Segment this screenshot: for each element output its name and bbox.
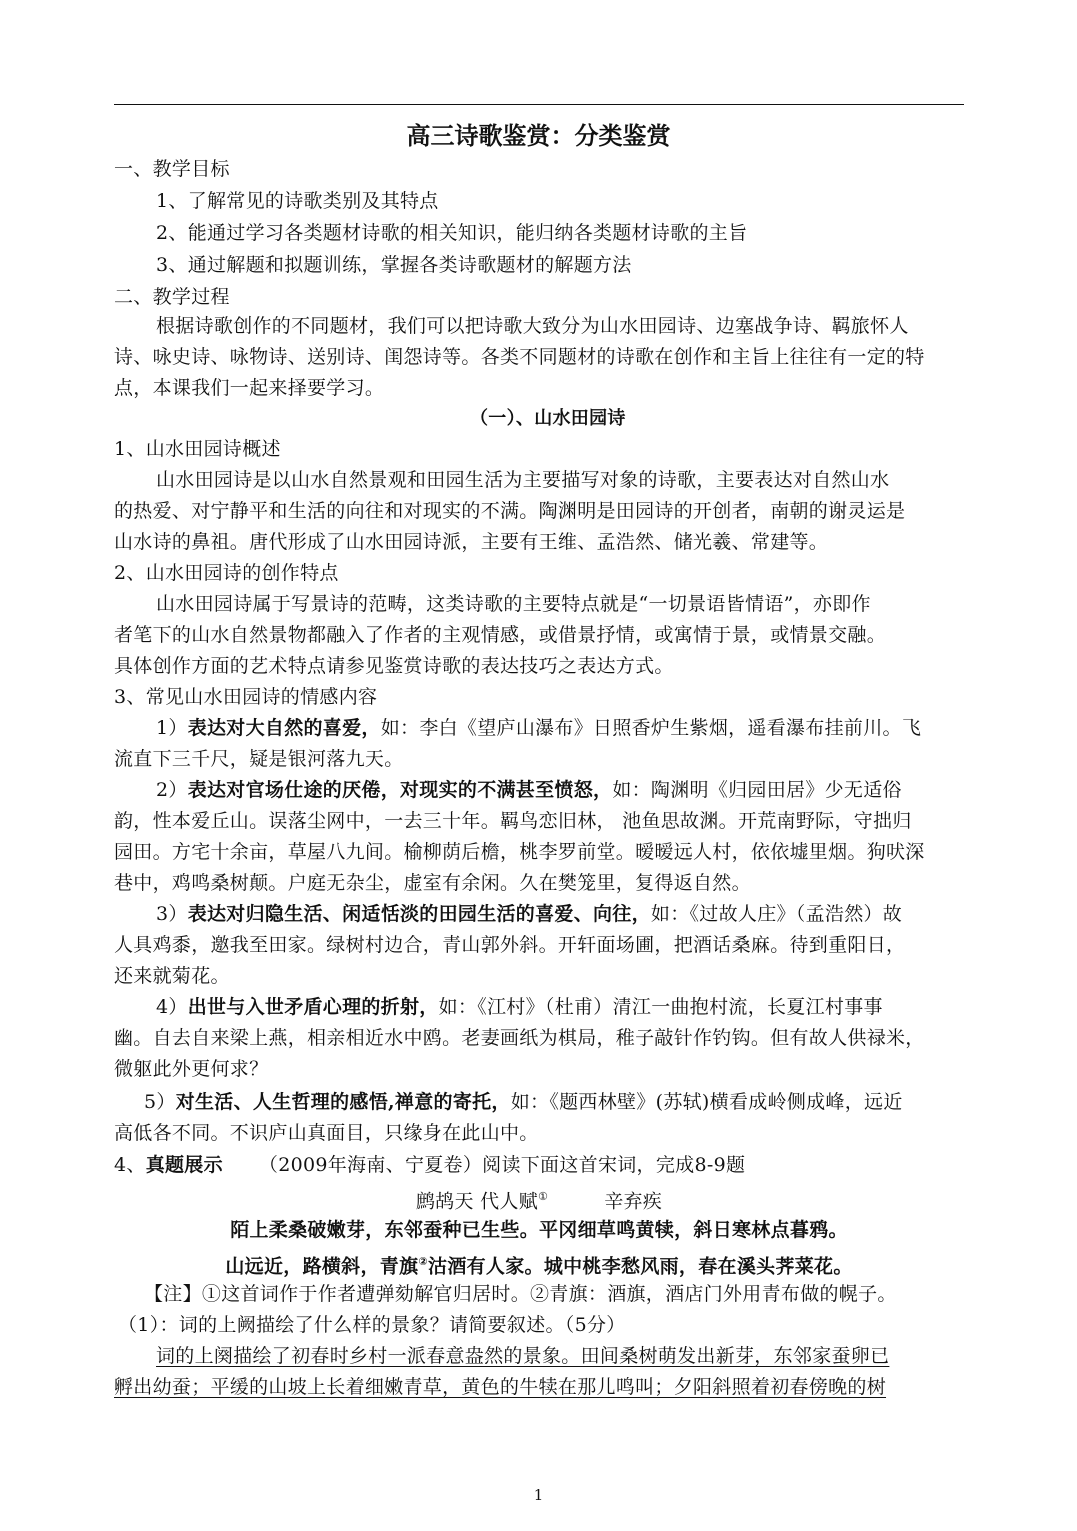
emotion-item-3 [156, 898, 1016, 930]
paragraph-line: 高低各不同。不识庐山真面目，只缘身在此山中。 [114, 1122, 539, 1144]
paragraph-line: 诗、咏史诗、咏物诗、送别诗、闺怨诗等。各类不同题材的诗歌在创作和主旨上往往有一定的特 [114, 346, 925, 368]
goal-3: 3、通过解题和拟题训练，掌握各类诗歌题材的解题方法 [156, 254, 632, 276]
subsection-heading-landscape: （一）、山水田园诗 [470, 408, 626, 429]
paragraph-line: 山水田园诗属于写景诗的范畴，这类诗歌的主要特点就是“一切景语皆情语”，亦即作 [156, 593, 871, 615]
item-key-point: 表达对官场仕途的厌倦，对现实的不满甚至愤怒， [187, 779, 613, 801]
item-example: 如：《江村》（杜甫）清江一曲抱村流，长夏江村事事 [438, 996, 883, 1018]
page-number: 1 [533, 1486, 544, 1504]
answer-1-line: 词的上阕描绘了初春时乡村一派春意盎然的景象。田间桑树萌发出新芽，东邻家蚕卵已 [156, 1345, 890, 1367]
exam-question-heading [114, 1149, 974, 1181]
item-number: 4、 [114, 1154, 146, 1176]
emotion-item-1 [156, 712, 1016, 744]
paragraph-line: 人具鸡黍，邀我至田家。绿树村边合，青山郭外斜。开轩面场圃，把酒话桑麻。待到重阳日， [114, 934, 906, 956]
item-example: 如：陶渊明《归园田居》少无适俗 [612, 779, 902, 801]
item-heading-emotions: 3、常见山水田园诗的情感内容 [114, 686, 378, 708]
item-number: 3） [156, 903, 188, 925]
paragraph-line: 具体创作方面的艺术特点请参见鉴赏诗歌的表达技巧之表达方式。 [114, 655, 674, 677]
paragraph-line: 流直下三千尺，疑是银河落九天。 [114, 748, 404, 770]
item-key-point: 表达对大自然的喜爱， [187, 717, 381, 739]
answer-1-line: 孵出幼蚕；平缓的山坡上长着细嫩青草，黄色的牛犊在那儿鸣叫；夕阳斜照着初春傍晚的树 [114, 1376, 887, 1398]
paragraph-line: 园田。方宅十余亩，草屋八九间。榆柳荫后檐，桃李罗前堂。暧暧远人村，依依墟里烟。狗吠深 [114, 841, 925, 863]
paragraph-line: 山水诗的鼻祖。唐代形成了山水田园诗派，主要有王维、孟浩然、储光羲、常建等。 [114, 531, 829, 553]
item-key-point: 出世与入世矛盾心理的折射， [187, 996, 439, 1018]
header-rule [114, 104, 964, 105]
question-1: （1）：词的上阙描绘了什么样的景象？请简要叙述。（5分） [118, 1314, 626, 1336]
footnote-text: 【注】①这首词作于作者遭弹劾解官归居时。②青旗：酒旗，酒店门外用青布做的幌子。 [144, 1283, 897, 1305]
poem-author: 辛弃疾 [604, 1190, 663, 1213]
poem-line-1: 陌上柔桑破嫩芽，东邻蚕种已生些。平冈细草鸣黄犊，斜日寒林点暮鸦。 [230, 1219, 848, 1241]
paragraph-line: 韵，性本爱丘山。误落尘网中，一去三十年。羁鸟恋旧林， 池鱼思故渊。开荒南野际，守拙归 [114, 810, 912, 832]
paragraph-line: 山水田园诗是以山水自然景观和田园生活为主要描写对象的诗歌，主要表达对自然山水 [156, 469, 890, 491]
item-key-point: 真题展示 [145, 1154, 223, 1176]
goal-2: 2、能通过学习各类题材诗歌的相关知识，能归纳各类题材诗歌的主旨 [156, 222, 748, 244]
emotion-item-2 [156, 774, 1016, 806]
poem-title: 鹧鸪天 代人赋 [415, 1190, 539, 1213]
paragraph-line: 点，本课我们一起来择要学习。 [114, 377, 385, 399]
poem-header [114, 1181, 964, 1217]
item-heading-overview: 1、山水田园诗概述 [114, 438, 281, 460]
paragraph-line: 还来就菊花。 [114, 965, 230, 987]
footnote-marker: ① [538, 1190, 549, 1203]
item-number: 5） [144, 1091, 176, 1113]
item-number: 2） [156, 779, 188, 801]
goal-1: 1、了解常见的诗歌类别及其特点 [156, 190, 439, 212]
footnote-marker: ② [418, 1255, 429, 1268]
poem-line-2-part: 沽酒有人家。城中桃李愁风雨，春在溪头荠菜花。 [428, 1255, 853, 1278]
emotion-item-4 [156, 991, 1016, 1023]
section-heading-goals: 一、教学目标 [114, 158, 230, 180]
paragraph-line: 微躯此外更何求？ [114, 1058, 269, 1080]
item-heading-features: 2、山水田园诗的创作特点 [114, 562, 339, 584]
page-title: 高三诗歌鉴赏：分类鉴赏 [406, 122, 671, 150]
emotion-item-5 [144, 1086, 1004, 1118]
item-example: 如：《过故人庄》（孟浩然）故 [650, 903, 903, 925]
section-heading-process: 二、教学过程 [114, 286, 230, 308]
paragraph-line: 根据诗歌创作的不同题材，我们可以把诗歌大致分为山水田园诗、边塞战争诗、羁旅怀人 [156, 315, 909, 337]
exam-source: （2009年海南、宁夏卷）阅读下面这首宋词，完成8-9题 [258, 1154, 746, 1176]
paragraph-line: 者笔下的山水自然景物都融入了作者的主观情感，或借景抒情，或寓情于景，或情景交融。 [114, 624, 887, 646]
item-example: 如：《题西林壁》(苏轼)横看成岭侧成峰，远近 [510, 1091, 903, 1113]
item-number: 4） [156, 996, 188, 1018]
paragraph-line: 幽。自去自来梁上燕，相亲相近水中鸥。老妻画纸为棋局，稚子敲针作钓钩。但有故人供禄米， [114, 1027, 925, 1049]
item-key-point: 对生活、人生哲理的感悟,禅意的寄托， [175, 1091, 511, 1113]
poem-line-2-part: 山远近，路横斜，青旗 [225, 1255, 419, 1278]
paragraph-line: 的热爱、对宁静平和生活的向往和对现实的不满。陶渊明是田园诗的开创者，南朝的谢灵运是 [114, 500, 906, 522]
item-number: 1） [156, 717, 188, 739]
poem-line-2 [114, 1246, 964, 1282]
item-example: 如：李白《望庐山瀑布》日照香炉生紫烟，遥看瀑布挂前川。飞 [380, 717, 922, 739]
item-key-point: 表达对归隐生活、闲适恬淡的田园生活的喜爱、向往， [187, 903, 651, 925]
paragraph-line: 巷中，鸡鸣桑树颠。户庭无杂尘，虚室有余闲。久在樊笼里，复得返自然。 [114, 872, 751, 894]
